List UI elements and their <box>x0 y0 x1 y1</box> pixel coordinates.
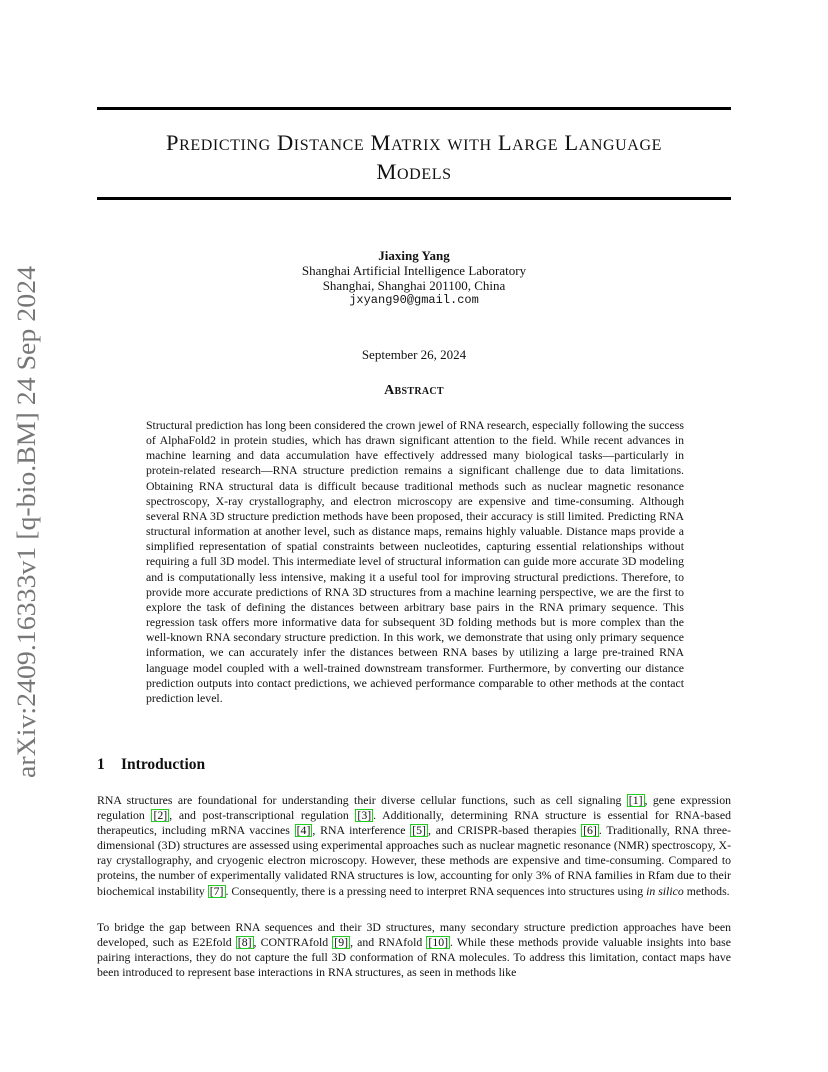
author-affiliation: Shanghai Artificial Intelligence Laboratory <box>301 263 527 278</box>
arxiv-identifier <box>4 262 44 778</box>
abstract-heading: Abstract <box>384 383 444 398</box>
arxiv-identifier-text: arXiv:2409.16333v1 [q-bio.BM] 24 Sep 2024 <box>12 299 41 778</box>
author-name: Jiaxing Yang <box>378 248 450 263</box>
citation-link[interactable]: [4] <box>296 823 311 838</box>
paper-title <box>97 128 731 186</box>
abstract-body: Structural prediction has long been considered the crown jewel of RNA research, especially following the success of AlphaFold2 in protein studies, which has drawn significant attention to the field. While recent advances in machine learning and data accumulation have effectively addressed many biological tasks—particularly in protein-related research—RNA structure prediction remains a significant challenge due to data limitations. Obtaining RNA structural data is difficult because traditional methods such as nuclear magnetic resonance spectroscopy, X-ray crystallography, and electron microscopy are expensive and time-consuming. Although several RNA 3D structure prediction methods have been proposed, their accuracy is still limited. Predicting RNA structural information at another level, such as distance maps, remains highly valuable. Distance maps provide a simplified representation of spatial constraints between nucleotides, capturing essential relationships without requiring a full 3D model. This intermediate level of structural information can guide more accurate 3D modeling and is computationally less intensive, making it a useful tool for improving structural predictions. Therefore, to provide more accurate predictions of RNA 3D structures from a machine learning perspective, we are the first to explore the task of defining the distances between arbitrary base pairs in the RNA primary sequence. This regression task offers more informative data for subsequent 3D folding methods but is more complex than the well-known RNA secondary structure prediction. In this work, we demonstrate that using only primary sequence information, we can accurately infer the distances between RNA bases by utilizing a large pre-trained RNA language model coupled with a well-trained downstream transformer. Furthermore, by converting our distance prediction outputs into contact predictions, we achieved performance comparable to other methods at the contact prediction level. <box>146 418 684 705</box>
title-line-2: Models <box>376 159 452 184</box>
author-block <box>0 248 828 308</box>
title-line-1: Predicting Distance Matrix with Large Language <box>166 130 662 155</box>
title-top-rule <box>97 107 731 110</box>
author-address: Shanghai, Shanghai 201100, China <box>322 278 506 293</box>
section-title: Introduction <box>121 756 206 773</box>
title-bottom-rule <box>97 197 731 200</box>
citation-link[interactable]: [10] <box>428 935 449 950</box>
citation-link[interactable]: [3] <box>357 808 372 823</box>
citation-link[interactable]: [2] <box>153 808 168 823</box>
section-number: 1 <box>97 756 105 773</box>
citation-link[interactable]: [9] <box>334 935 349 950</box>
citation-link[interactable]: [8] <box>237 935 252 950</box>
citation-link[interactable]: [6] <box>583 823 597 838</box>
citation-link[interactable]: [5] <box>412 823 426 838</box>
citation-link[interactable]: [1] <box>628 793 643 807</box>
paper-date: September 26, 2024 <box>361 347 467 362</box>
section-heading-introduction <box>97 756 205 774</box>
author-email[interactable]: jxyang90@gmail.com <box>349 293 479 307</box>
citation-link[interactable]: [7] <box>209 883 224 898</box>
intro-paragraph-2: To bridge the gap between RNA sequences and their 3D structures, many secondary structure prediction approaches have been developed, such as E2Efold [8] , CONTRAfold [9] , and RNAfold [10] . While these methods provide valuable insights into base pairing interactions, they do not capture the full 3D conformation of RNA molecules. To address this limitation, contact maps have been introduced to represent base interactions in RNA structures, as seen in methods like <box>97 920 731 980</box>
emphasis-in-silico: in silico <box>646 883 684 898</box>
intro-paragraph-1: RNA structures are foundational for understanding their diverse cellular functions, such as cell signaling [1] , gene expression regulation [2] , and post-transcriptional regulation [3] . Additionally, determining RNA structure is essential for RNA-based therapeutics, including mRNA vaccines [4] , RNA interference [5] , and CRISPR-based therapies [6] . Traditionally, RNA three-dimensional (3D) structures are assessed using experimental approaches such as nuclear magnetic resonance (NMR) spectroscopy, X-ray crystallography, and cryogenic electron microscopy. However, these methods are expensive and time-consuming. Compared to proteins, the number of experimentally validated RNA structures is low, accounting for only 3% of RNA families in Rfam due to their biochemical instability [7] . Consequently, there is a pressing need to interpret RNA sequences into structures using in silico methods. <box>97 793 732 898</box>
